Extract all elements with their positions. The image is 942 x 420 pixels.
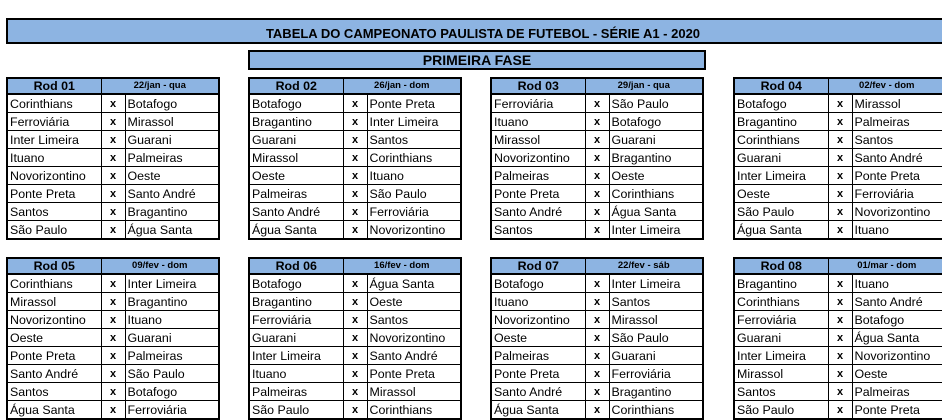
match-row — [7, 365, 219, 383]
home-team: Santo André — [491, 383, 585, 401]
home-team: Ponte Preta — [491, 185, 585, 203]
away-team: Santos — [609, 293, 703, 311]
home-team: Santo André — [491, 203, 585, 221]
versus-mark: x — [828, 185, 852, 203]
home-team: Ferroviária — [734, 311, 828, 329]
home-team: Mirassol — [249, 149, 343, 167]
match-row — [249, 185, 461, 203]
versus-mark: x — [101, 365, 125, 383]
versus-mark: x — [101, 131, 125, 149]
versus-mark: x — [828, 149, 852, 167]
away-team: Ferroviária — [609, 365, 703, 383]
match-row — [734, 167, 942, 185]
match-row — [7, 311, 219, 329]
versus-mark: x — [343, 274, 367, 293]
home-team: Ituano — [249, 365, 343, 383]
versus-mark: x — [101, 274, 125, 293]
home-team: Inter Limeira — [734, 167, 828, 185]
versus-mark: x — [343, 365, 367, 383]
away-team: Guarani — [609, 347, 703, 365]
away-team: Inter Limeira — [367, 113, 461, 131]
home-team: Guarani — [249, 131, 343, 149]
home-team: Corinthians — [7, 274, 101, 293]
match-row — [491, 347, 703, 365]
versus-mark: x — [101, 185, 125, 203]
versus-mark: x — [343, 383, 367, 401]
home-team: Palmeiras — [491, 167, 585, 185]
match-row — [249, 401, 461, 420]
round-label: Rod 05 — [7, 258, 101, 274]
match-row — [249, 311, 461, 329]
versus-mark: x — [585, 383, 609, 401]
round-date: 22/jan - qua — [101, 78, 219, 94]
match-row — [7, 329, 219, 347]
versus-mark: x — [828, 311, 852, 329]
versus-mark: x — [101, 401, 125, 420]
round-date: 29/jan - qua — [585, 78, 703, 94]
away-team: Ferroviária — [125, 401, 219, 420]
home-team: Oeste — [734, 185, 828, 203]
round-table-3 — [490, 77, 704, 240]
versus-mark: x — [828, 274, 852, 293]
home-team: Santos — [7, 383, 101, 401]
away-team: São Paulo — [367, 185, 461, 203]
home-team: Corinthians — [734, 293, 828, 311]
versus-mark: x — [101, 94, 125, 113]
round-date: 09/fev - dom — [101, 258, 219, 274]
home-team: Santos — [491, 221, 585, 240]
versus-mark: x — [828, 221, 852, 240]
away-team: Bragantino — [609, 149, 703, 167]
away-team: Guarani — [125, 329, 219, 347]
home-team: Botafogo — [249, 94, 343, 113]
versus-mark: x — [343, 94, 367, 113]
away-team: Mirassol — [852, 94, 942, 113]
round-label: Rod 07 — [491, 258, 585, 274]
home-team: Água Santa — [491, 401, 585, 420]
home-team: Bragantino — [734, 274, 828, 293]
phase-title: PRIMEIRA FASE — [248, 50, 706, 70]
versus-mark: x — [585, 131, 609, 149]
away-team: Água Santa — [367, 274, 461, 293]
match-row — [249, 383, 461, 401]
versus-mark: x — [343, 221, 367, 240]
match-row — [491, 221, 703, 240]
match-row — [249, 221, 461, 240]
home-team: Bragantino — [249, 113, 343, 131]
away-team: Santo André — [852, 149, 942, 167]
versus-mark: x — [343, 329, 367, 347]
home-team: Ferroviária — [249, 311, 343, 329]
match-row — [491, 274, 703, 293]
versus-mark: x — [101, 293, 125, 311]
versus-mark: x — [585, 94, 609, 113]
versus-mark: x — [343, 185, 367, 203]
versus-mark: x — [101, 383, 125, 401]
away-team: Ponte Preta — [367, 365, 461, 383]
match-row — [249, 131, 461, 149]
away-team: Oeste — [852, 365, 942, 383]
match-row — [249, 149, 461, 167]
versus-mark: x — [101, 311, 125, 329]
match-row — [249, 274, 461, 293]
match-row — [7, 293, 219, 311]
home-team: Ituano — [7, 149, 101, 167]
away-team: São Paulo — [609, 329, 703, 347]
versus-mark: x — [343, 311, 367, 329]
match-row — [491, 329, 703, 347]
home-team: Palmeiras — [249, 185, 343, 203]
home-team: Água Santa — [249, 221, 343, 240]
versus-mark: x — [585, 113, 609, 131]
home-team: Ferroviária — [7, 113, 101, 131]
home-team: Novorizontino — [491, 311, 585, 329]
home-team: Santo André — [7, 365, 101, 383]
home-team: Palmeiras — [249, 383, 343, 401]
away-team: Mirassol — [125, 113, 219, 131]
away-team: Guarani — [125, 131, 219, 149]
match-row — [249, 293, 461, 311]
round-date: 22/fev - sáb — [585, 258, 703, 274]
page-title: TABELA DO CAMPEONATO PAULISTA DE FUTEBOL - SÉRIE A1 - 2020 — [265, 26, 701, 41]
versus-mark: x — [101, 221, 125, 240]
versus-mark: x — [343, 401, 367, 420]
home-team: Água Santa — [734, 221, 828, 240]
round-date: 26/jan - dom — [343, 78, 461, 94]
home-team: Santo André — [249, 203, 343, 221]
home-team: Ituano — [491, 293, 585, 311]
match-row — [491, 365, 703, 383]
match-row — [734, 383, 942, 401]
away-team: Santo André — [367, 347, 461, 365]
versus-mark: x — [101, 203, 125, 221]
versus-mark: x — [101, 149, 125, 167]
away-team: Bragantino — [125, 203, 219, 221]
away-team: Palmeiras — [125, 347, 219, 365]
match-row — [491, 383, 703, 401]
round-date: 16/fev - dom — [343, 258, 461, 274]
home-team: Santos — [7, 203, 101, 221]
round-table-6 — [248, 257, 462, 420]
match-row — [249, 94, 461, 113]
match-row — [491, 131, 703, 149]
match-row — [7, 131, 219, 149]
versus-mark: x — [828, 167, 852, 185]
versus-mark: x — [343, 293, 367, 311]
versus-mark: x — [828, 401, 852, 420]
home-team: Guarani — [734, 149, 828, 167]
versus-mark: x — [343, 131, 367, 149]
match-row — [734, 329, 942, 347]
match-row — [7, 383, 219, 401]
versus-mark: x — [585, 274, 609, 293]
home-team: Ponte Preta — [7, 185, 101, 203]
round-date: 02/fev - dom — [828, 78, 942, 94]
away-team: Água Santa — [125, 221, 219, 240]
home-team: Inter Limeira — [249, 347, 343, 365]
away-team: Oeste — [609, 167, 703, 185]
away-team: Água Santa — [852, 329, 942, 347]
versus-mark: x — [828, 94, 852, 113]
home-team: Bragantino — [734, 113, 828, 131]
versus-mark: x — [585, 401, 609, 420]
home-team: São Paulo — [249, 401, 343, 420]
versus-mark: x — [828, 113, 852, 131]
versus-mark: x — [101, 113, 125, 131]
round-table-5 — [6, 257, 220, 420]
away-team: Ferroviária — [367, 203, 461, 221]
title-bar — [6, 18, 942, 44]
away-team: São Paulo — [125, 365, 219, 383]
away-team: Bragantino — [609, 383, 703, 401]
round-label: Rod 06 — [249, 258, 343, 274]
match-row — [7, 94, 219, 113]
versus-mark: x — [585, 149, 609, 167]
match-row — [7, 401, 219, 420]
match-row — [734, 274, 942, 293]
home-team: Mirassol — [7, 293, 101, 311]
versus-mark: x — [828, 131, 852, 149]
home-team: Novorizontino — [7, 311, 101, 329]
home-team: Corinthians — [734, 131, 828, 149]
versus-mark: x — [101, 167, 125, 185]
away-team: Corinthians — [609, 401, 703, 420]
versus-mark: x — [585, 185, 609, 203]
versus-mark: x — [585, 347, 609, 365]
round-label: Rod 01 — [7, 78, 101, 94]
away-team: Palmeiras — [125, 149, 219, 167]
round-date: 01/mar - dom — [828, 258, 942, 274]
round-label: Rod 08 — [734, 258, 828, 274]
home-team: Botafogo — [249, 274, 343, 293]
away-team: Corinthians — [367, 401, 461, 420]
away-team: Palmeiras — [852, 383, 942, 401]
match-row — [7, 167, 219, 185]
away-team: Palmeiras — [852, 113, 942, 131]
away-team: Botafogo — [125, 94, 219, 113]
match-row — [734, 311, 942, 329]
home-team: São Paulo — [734, 401, 828, 420]
match-row — [7, 113, 219, 131]
home-team: Oeste — [249, 167, 343, 185]
home-team: Mirassol — [491, 131, 585, 149]
away-team: Oeste — [367, 293, 461, 311]
away-team: Santo André — [125, 185, 219, 203]
round-table-8 — [733, 257, 942, 420]
away-team: Ituano — [852, 221, 942, 240]
round-table-4 — [733, 77, 942, 240]
match-row — [734, 221, 942, 240]
away-team: Botafogo — [852, 311, 942, 329]
round-table-2 — [248, 77, 462, 240]
round-label: Rod 02 — [249, 78, 343, 94]
match-row — [7, 347, 219, 365]
versus-mark: x — [101, 329, 125, 347]
versus-mark: x — [101, 347, 125, 365]
round-label: Rod 04 — [734, 78, 828, 94]
match-row — [491, 167, 703, 185]
away-team: Corinthians — [367, 149, 461, 167]
versus-mark: x — [343, 167, 367, 185]
home-team: Novorizontino — [491, 149, 585, 167]
match-row — [734, 149, 942, 167]
match-row — [734, 347, 942, 365]
away-team: Novorizontino — [367, 221, 461, 240]
away-team: Inter Limeira — [609, 221, 703, 240]
away-team: Novorizontino — [367, 329, 461, 347]
home-team: Novorizontino — [7, 167, 101, 185]
away-team: Santos — [852, 131, 942, 149]
round-table-1 — [6, 77, 220, 240]
versus-mark: x — [585, 203, 609, 221]
match-row — [491, 94, 703, 113]
match-row — [7, 221, 219, 240]
away-team: Bragantino — [125, 293, 219, 311]
away-team: Ponte Preta — [852, 167, 942, 185]
home-team: Palmeiras — [491, 347, 585, 365]
match-row — [249, 113, 461, 131]
match-row — [491, 311, 703, 329]
match-row — [249, 329, 461, 347]
home-team: Guarani — [249, 329, 343, 347]
match-row — [7, 149, 219, 167]
match-row — [491, 203, 703, 221]
match-row — [734, 94, 942, 113]
home-team: Guarani — [734, 329, 828, 347]
match-row — [491, 149, 703, 167]
match-row — [7, 185, 219, 203]
match-row — [249, 365, 461, 383]
home-team: Ituano — [491, 113, 585, 131]
home-team: Inter Limeira — [7, 131, 101, 149]
match-row — [249, 203, 461, 221]
match-row — [491, 401, 703, 420]
away-team: Corinthians — [609, 185, 703, 203]
versus-mark: x — [585, 365, 609, 383]
versus-mark: x — [828, 293, 852, 311]
away-team: Ituano — [852, 274, 942, 293]
away-team: Oeste — [125, 167, 219, 185]
away-team: Santos — [367, 311, 461, 329]
away-team: Novorizontino — [852, 203, 942, 221]
match-row — [734, 365, 942, 383]
away-team: São Paulo — [609, 94, 703, 113]
away-team: Santos — [367, 131, 461, 149]
versus-mark: x — [585, 329, 609, 347]
match-row — [249, 347, 461, 365]
versus-mark: x — [585, 293, 609, 311]
round-label: Rod 03 — [491, 78, 585, 94]
versus-mark: x — [828, 365, 852, 383]
versus-mark: x — [828, 347, 852, 365]
match-row — [734, 131, 942, 149]
away-team: Ponte Preta — [852, 401, 942, 420]
away-team: Inter Limeira — [125, 274, 219, 293]
away-team: Água Santa — [609, 203, 703, 221]
round-table-7 — [490, 257, 704, 420]
away-team: Botafogo — [609, 113, 703, 131]
versus-mark: x — [585, 221, 609, 240]
match-row — [7, 203, 219, 221]
versus-mark: x — [343, 203, 367, 221]
away-team: Ponte Preta — [367, 94, 461, 113]
away-team: Ferroviária — [852, 185, 942, 203]
home-team: Ponte Preta — [7, 347, 101, 365]
home-team: Água Santa — [7, 401, 101, 420]
match-row — [491, 293, 703, 311]
away-team: Novorizontino — [852, 347, 942, 365]
match-row — [734, 185, 942, 203]
versus-mark: x — [828, 203, 852, 221]
home-team: Oeste — [7, 329, 101, 347]
home-team: Corinthians — [7, 94, 101, 113]
home-team: Ferroviária — [491, 94, 585, 113]
away-team: Ituano — [125, 311, 219, 329]
versus-mark: x — [828, 383, 852, 401]
home-team: São Paulo — [7, 221, 101, 240]
home-team: Ponte Preta — [491, 365, 585, 383]
versus-mark: x — [343, 149, 367, 167]
versus-mark: x — [343, 113, 367, 131]
versus-mark: x — [828, 329, 852, 347]
versus-mark: x — [585, 167, 609, 185]
home-team: Botafogo — [734, 94, 828, 113]
away-team: Botafogo — [125, 383, 219, 401]
home-team: Mirassol — [734, 365, 828, 383]
home-team: Botafogo — [491, 274, 585, 293]
away-team: Inter Limeira — [609, 274, 703, 293]
away-team: Santo André — [852, 293, 942, 311]
away-team: Guarani — [609, 131, 703, 149]
away-team: Mirassol — [609, 311, 703, 329]
home-team: Santos — [734, 383, 828, 401]
versus-mark: x — [585, 311, 609, 329]
match-row — [734, 401, 942, 420]
home-team: São Paulo — [734, 203, 828, 221]
home-team: Bragantino — [249, 293, 343, 311]
match-row — [734, 113, 942, 131]
match-row — [491, 185, 703, 203]
away-team: Ituano — [367, 167, 461, 185]
home-team: Oeste — [491, 329, 585, 347]
versus-mark: x — [343, 347, 367, 365]
match-row — [7, 274, 219, 293]
away-team: Mirassol — [367, 383, 461, 401]
match-row — [734, 293, 942, 311]
home-team: Inter Limeira — [734, 347, 828, 365]
match-row — [249, 167, 461, 185]
match-row — [734, 203, 942, 221]
match-row — [491, 113, 703, 131]
